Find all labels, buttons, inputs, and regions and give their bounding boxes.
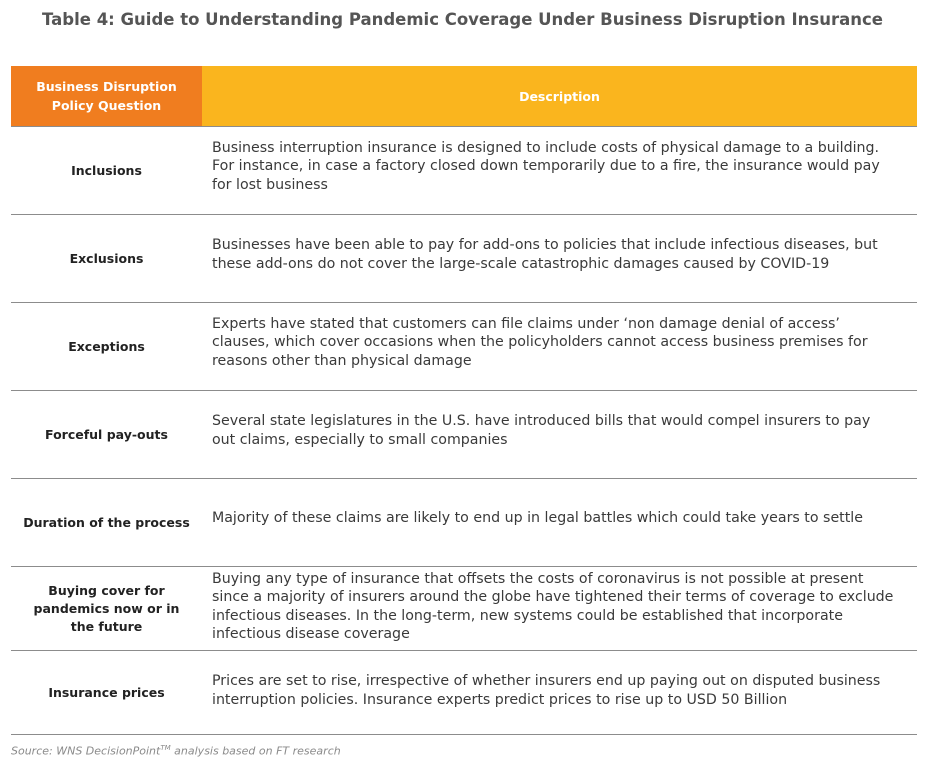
- row-description: Buying any type of insurance that offsets the costs of coronavirus is not possible at present since a majority of insurers around the globe have tightened their terms of coverage to exclude infectious diseases. In the long-term, new systems could be established that incorporate infectious disease coverage: [202, 567, 917, 651]
- source-text: Source: WNS DecisionPoint: [11, 744, 161, 758]
- row-description: Businesses have been able to pay for add-ons to policies that include infectious diseases, but these add-ons do not cover the large-scale catastrophic damages caused by COVID-19: [202, 215, 917, 303]
- row-question: Insurance prices: [11, 651, 202, 735]
- header-policy-question: Business Disruption Policy Question: [11, 66, 202, 127]
- source-text-suffix: analysis based on FT research: [170, 744, 341, 758]
- table-title: Table 4: Guide to Understanding Pandemic Coverage Under Business Disruption Insurance: [42, 10, 883, 29]
- row-question: Duration of the process: [11, 479, 202, 567]
- table-body: [11, 127, 917, 735]
- row-description: Several state legislatures in the U.S. have introduced bills that would compel insurers to pay out claims, especially to small companies: [202, 391, 917, 479]
- row-question: Forceful pay-outs: [11, 391, 202, 479]
- table-row: [11, 303, 917, 391]
- table-row: [11, 651, 917, 735]
- row-description: Majority of these claims are likely to end up in legal battles which could take years to settle: [202, 479, 917, 567]
- table-row: [11, 567, 917, 651]
- coverage-guide-table: [11, 66, 917, 735]
- table-row: [11, 391, 917, 479]
- row-question: Exceptions: [11, 303, 202, 391]
- table-row: [11, 479, 917, 567]
- table-header: [11, 66, 917, 127]
- header-row: [11, 66, 917, 127]
- source-note: [11, 744, 341, 758]
- row-question: Exclusions: [11, 215, 202, 303]
- table-row: [11, 127, 917, 215]
- row-description: Prices are set to rise, irrespective of whether insurers end up paying out on disputed business interruption policies. Insurance experts predict prices to rise up to USD 50 Billion: [202, 651, 917, 735]
- trademark-mark: TM: [160, 744, 171, 752]
- row-description: Experts have stated that customers can file claims under ‘non damage denial of access’ clauses, which cover occasions when the policyholders cannot access business premises for reasons other than physical damage: [202, 303, 917, 391]
- row-question: Inclusions: [11, 127, 202, 215]
- table-row: [11, 215, 917, 303]
- row-question: Buying cover for pandemics now or in the future: [11, 567, 202, 651]
- row-description: Business interruption insurance is designed to include costs of physical damage to a building. For instance, in case a factory closed down temporarily due to a fire, the insurance would pay for lost business: [202, 127, 917, 215]
- header-description: Description: [202, 66, 917, 127]
